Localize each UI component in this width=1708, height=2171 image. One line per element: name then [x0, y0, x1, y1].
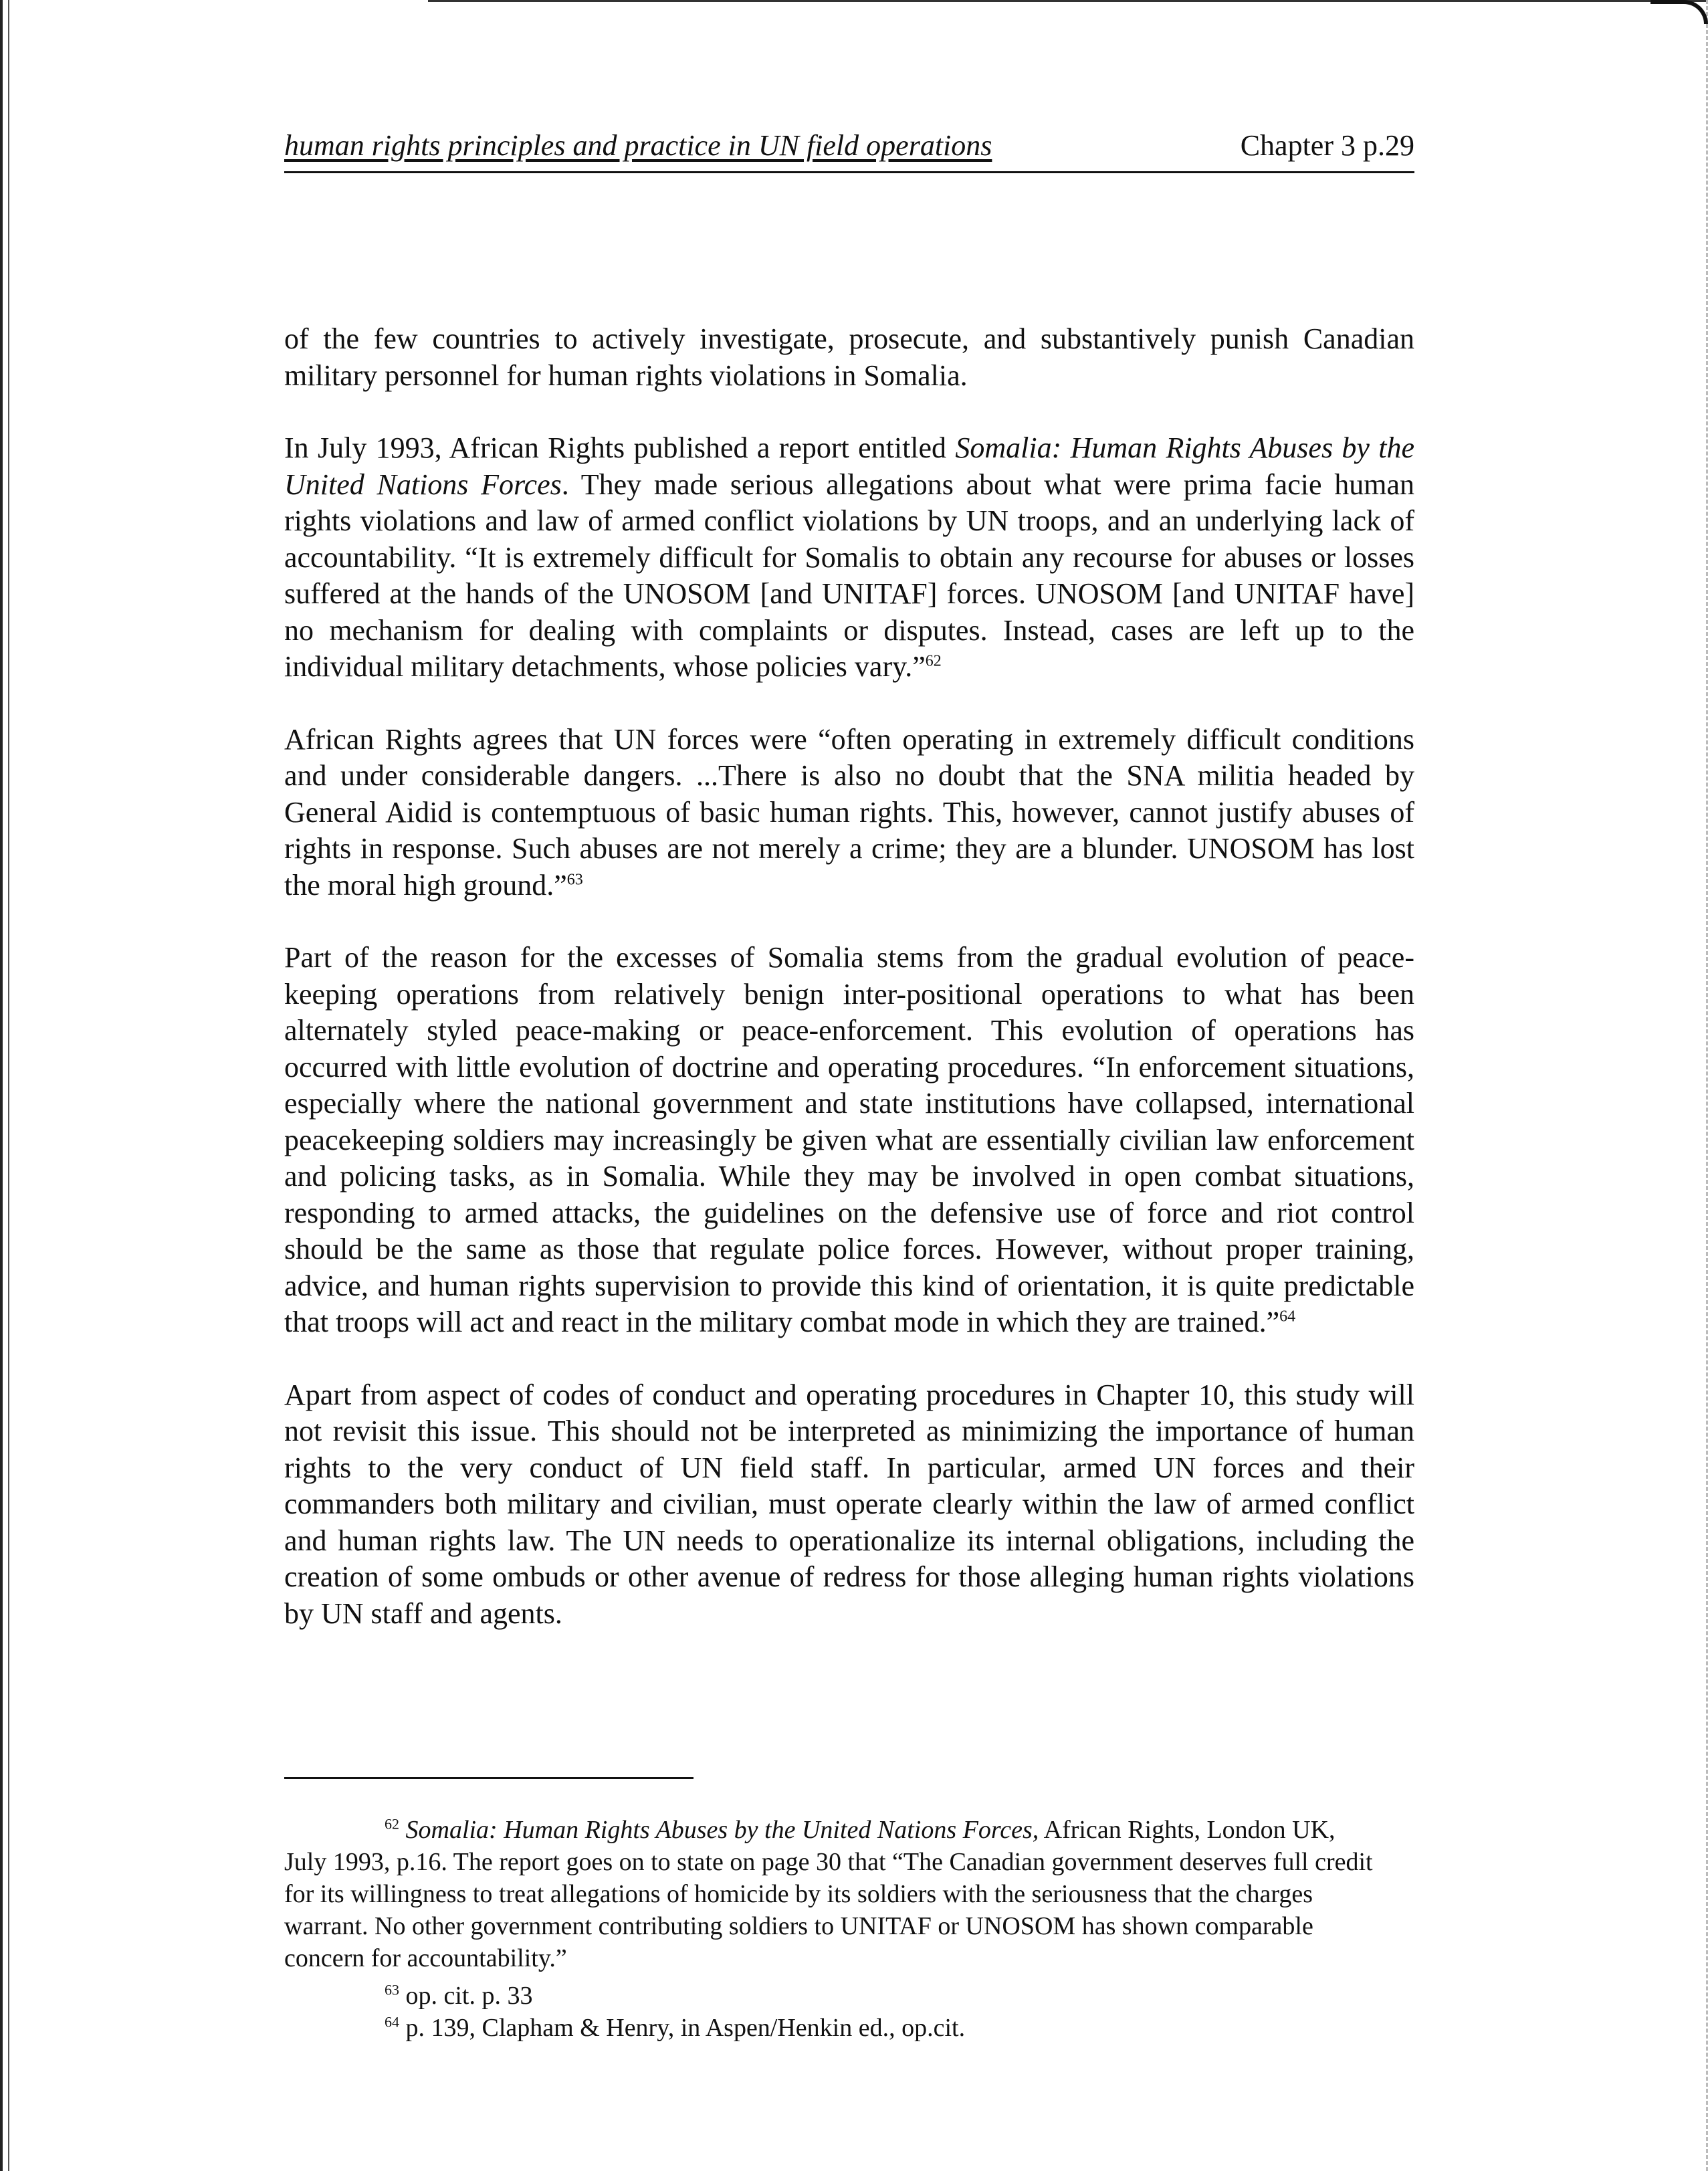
scan-right-edge — [1703, 0, 1708, 2171]
footnote-64-text: p. 139, Clapham & Henry, in Aspen/Henkin ed., op.cit. — [399, 2014, 966, 2042]
footnote-63-mark: 63 — [385, 1981, 399, 1998]
footnote-62 — [284, 1814, 1381, 1974]
paragraph-4 — [284, 940, 1414, 1341]
chapter-page-number: Chapter 3 p.29 — [1240, 129, 1414, 162]
footnote-separator — [284, 1777, 693, 1779]
report-title: Somalia: Human Rights Abuses by the United Nations Forces — [284, 431, 1414, 501]
footnote-62-text: African Rights, London UK, July 1993, p.16. The report goes on to state on page 30 that “The Canadian government deserves full credit for its willingness to treat allegations of homicide by its soldiers with the seriousness that the charges warrant. No other government contributing soldiers to UNITAF or UNOSOM has shown comparable concern for accountability.” — [284, 1816, 1373, 1972]
footnote-ref-62[interactable]: 62 — [925, 652, 942, 670]
footnotes — [284, 1814, 1381, 2044]
paragraph-1 — [284, 321, 1414, 394]
running-title: human rights principles and practice in UN field operations — [284, 129, 992, 162]
paragraph-2-text-end: . They made serious allegations about what were prima facie human rights violations and law of armed conflict violations by UN troops, and an underlying lack of accountability. “It is extremely difficult for Somalis to obtain any recourse for abuses or losses suffered at the hands of the UNOSOM [and UNITAF] forces. UNOSOM [and UNITAF have] no mechanism for dealing with complaints or disputes. Instead, cases are left up to the individual military detachments, whose policies vary.” — [284, 468, 1414, 683]
scan-left-edge — [0, 0, 9, 2171]
paragraph-1-text: of the few countries to actively investigate, prosecute, and substantively punish Canadian military personnel for human rights violations in Somalia. — [284, 322, 1414, 392]
paragraph-2-text-start: In July 1993, African Rights published a report entitled — [284, 431, 956, 464]
footnote-64-mark: 64 — [385, 2013, 399, 2031]
paragraph-5 — [284, 1377, 1414, 1633]
footnote-62-title: Somalia: Human Rights Abuses by the United Nations Forces, — [405, 1816, 1039, 1844]
paragraph-2 — [284, 430, 1414, 686]
running-header — [284, 128, 1414, 173]
footnote-64 — [284, 2012, 1381, 2044]
paragraph-3 — [284, 722, 1414, 904]
footnote-ref-64[interactable]: 64 — [1279, 1308, 1296, 1326]
paragraph-3-text: African Rights agrees that UN forces were “often operating in extremely difficult conditions and under considerable dangers. ...There is also no doubt that the SNA militia headed by General Aidid is contemptuous of basic human rights. This, however, cannot justify abuses of rights in response. Such abuses are not merely a crime; they are a blunder. UNOSOM has lost the moral high ground.” — [284, 722, 1414, 902]
footnote-62-mark: 62 — [385, 1815, 399, 1833]
footnote-ref-63[interactable]: 63 — [566, 870, 583, 888]
scan-top-edge — [428, 0, 1708, 6]
footnote-63-text: op. cit. p. 33 — [399, 1982, 533, 2010]
paragraph-4-text: Part of the reason for the excesses of Somalia stems from the gradual evolution of peace-keeping operations from relatively benign inter-positional operations to what has been alternately styled peace-making or peace-enforcement. This evolution of operations has occurred with little evolution of doctrine and operating procedures. “In enforcement situations, especially where the national government and state institutions have collapsed, international peacekeeping soldiers may increasingly be given what are essentially civilian law enforcement and policing tasks, as in Somalia. While they may be involved in open combat situations, responding to armed attacks, the guidelines on the defensive use of force and riot control should be the same as those that regulate police forces. However, without proper training, advice, and human rights supervision to provide this kind of orientation, it is quite predictable that troops will act and react in the military combat mode in which they are trained.” — [284, 941, 1414, 1338]
paragraph-5-text: Apart from aspect of codes of conduct and operating procedures in Chapter 10, this study will not revisit this issue. This should not be interpreted as minimizing the importance of human rights to the very conduct of UN field staff. In particular, armed UN forces and their commanders both military and civilian, must operate clearly within the law of armed conflict and human rights law. The UN needs to operationalize its internal obligations, including the creation of some ombuds or other avenue of redress for those alleging human rights violations by UN staff and agents. — [284, 1378, 1414, 1630]
page-body — [284, 321, 1414, 1668]
footnote-63 — [284, 1980, 1381, 2012]
